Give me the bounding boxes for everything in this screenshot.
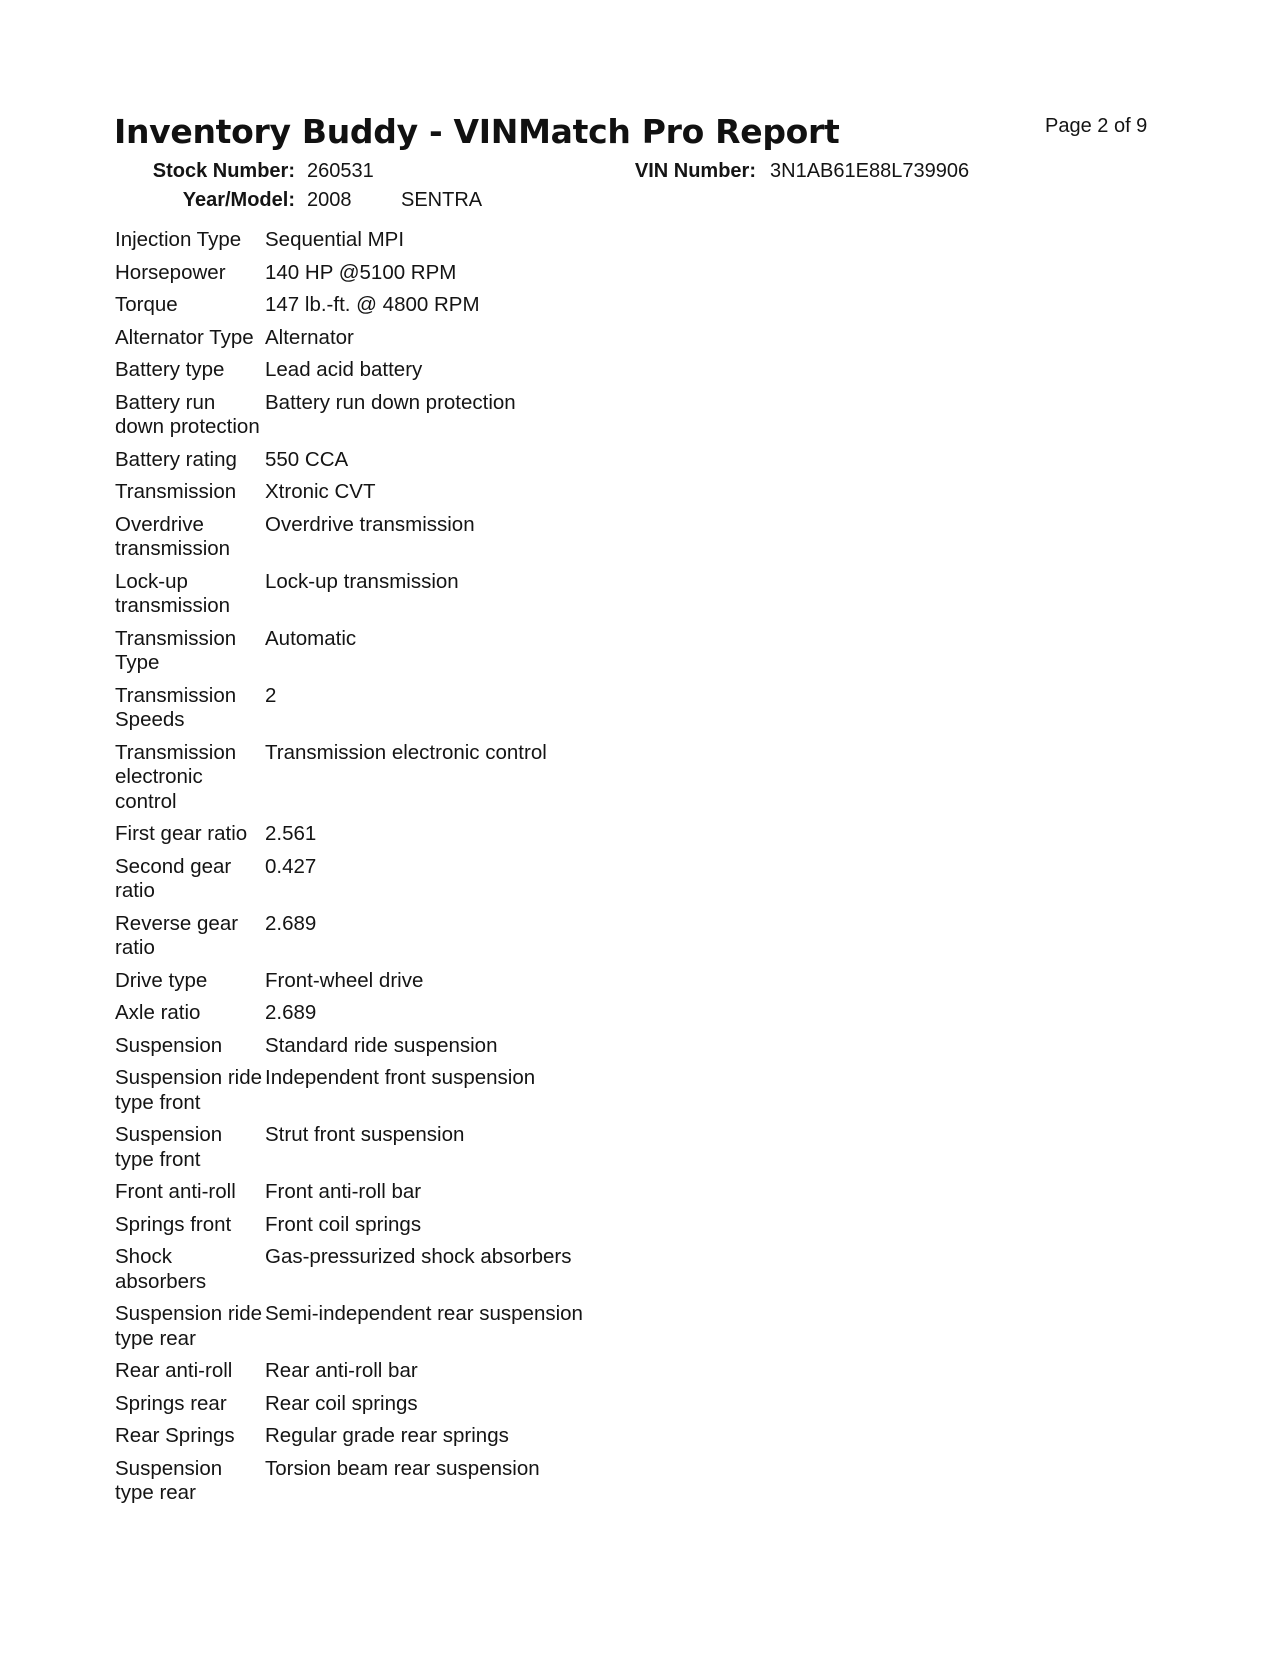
spec-value: Independent front suspension	[265, 1066, 536, 1089]
spec-label: Front anti-roll	[115, 1180, 236, 1203]
stock-number-value: 260531	[307, 160, 374, 182]
spec-value: Xtronic CVT	[265, 480, 376, 503]
spec-value: Rear anti-roll bar	[265, 1359, 418, 1382]
spec-row	[115, 293, 635, 326]
spec-row	[115, 448, 635, 481]
spec-label: Transmission Speeds	[115, 683, 237, 731]
spec-value: 2.561	[265, 822, 317, 845]
spec-row	[115, 1034, 635, 1067]
year-value: 2008	[307, 189, 352, 211]
spec-label: Shock absorbers	[115, 1245, 207, 1293]
spec-row	[115, 1180, 635, 1213]
spec-label: Rear anti-roll	[115, 1359, 233, 1382]
spec-label: Overdrive transmission	[115, 512, 231, 560]
specifications-rows	[115, 228, 635, 1514]
spec-row	[115, 627, 635, 684]
spec-value: 0.427	[265, 854, 317, 878]
spec-row	[115, 570, 635, 627]
specifications-table	[115, 228, 635, 1514]
spec-label: Battery rating	[115, 447, 237, 471]
spec-value: Rear coil springs	[265, 1391, 418, 1415]
spec-label: Alternator Type	[115, 325, 254, 349]
spec-value: Torsion beam rear suspension	[265, 1456, 540, 1480]
spec-label: Axle ratio	[115, 1001, 201, 1024]
vin-number-label: VIN Number:	[634, 160, 756, 182]
spec-label: Suspension ride type rear	[115, 1302, 263, 1350]
spec-value: Transmission electronic control	[265, 740, 547, 764]
spec-value: Front-wheel drive	[265, 968, 424, 992]
spec-label: First gear ratio	[115, 822, 248, 845]
spec-label: Springs front	[115, 1212, 232, 1236]
spec-row	[115, 855, 635, 912]
spec-row	[115, 513, 635, 570]
spec-value: Standard ride suspension	[265, 1033, 498, 1057]
spec-value: Lead acid battery	[265, 358, 423, 381]
spec-label: Springs rear	[115, 1391, 227, 1415]
spec-label: Lock-up transmission	[115, 569, 231, 617]
spec-value: Overdrive transmission	[265, 512, 475, 536]
spec-value: 550 CCA	[265, 447, 349, 471]
vin-number-value: 3N1AB61E88L739906	[770, 160, 970, 182]
spec-row	[115, 261, 635, 294]
spec-value: Front coil springs	[265, 1212, 422, 1236]
spec-row	[115, 684, 635, 741]
spec-label: Suspension	[115, 1033, 223, 1057]
spec-value: 2.689	[265, 911, 317, 935]
report-title: Inventory Buddy - VINMatch Pro Report	[114, 112, 840, 151]
spec-row	[115, 912, 635, 969]
spec-row	[115, 1457, 635, 1514]
spec-row	[115, 741, 635, 823]
spec-value: Strut front suspension	[265, 1123, 465, 1146]
spec-row	[115, 969, 635, 1002]
spec-label: Transmission Type	[115, 626, 237, 674]
spec-row	[115, 1245, 635, 1302]
spec-label: Battery run down protection	[115, 390, 260, 438]
stock-number-label: Stock Number:	[152, 160, 295, 182]
spec-value: Front anti-roll bar	[265, 1180, 422, 1203]
spec-value: Semi-independent rear suspension	[265, 1302, 583, 1325]
year-model-label: Year/Model:	[182, 189, 295, 211]
spec-label: Suspension type rear	[115, 1456, 223, 1504]
spec-value: Regular grade rear springs	[265, 1424, 509, 1447]
spec-label: Battery type	[115, 358, 225, 381]
spec-label: Torque	[115, 293, 178, 316]
spec-row	[115, 1302, 635, 1359]
spec-row	[115, 1066, 635, 1123]
spec-row	[115, 1213, 635, 1246]
spec-value: Gas-pressurized shock absorbers	[265, 1245, 572, 1268]
spec-row	[115, 1359, 635, 1392]
spec-label: Reverse gear ratio	[115, 911, 239, 959]
spec-value: 147 lb.-ft. @ 4800 RPM	[265, 293, 480, 316]
spec-label: Transmission	[115, 480, 237, 503]
spec-value: Sequential MPI	[265, 228, 405, 251]
spec-label: Transmission electronic control	[115, 740, 237, 813]
spec-label: Rear Springs	[115, 1424, 235, 1447]
spec-row	[115, 1001, 635, 1034]
spec-row	[115, 1392, 635, 1425]
spec-row	[115, 1424, 635, 1457]
spec-row	[115, 391, 635, 448]
spec-label: Injection Type	[115, 228, 242, 251]
spec-label: Horsepower	[115, 260, 226, 284]
spec-value: 2	[265, 683, 277, 707]
spec-value: Automatic	[265, 626, 357, 650]
spec-label: Second gear ratio	[115, 854, 232, 902]
spec-label: Drive type	[115, 968, 208, 992]
spec-value: Alternator	[265, 325, 354, 349]
spec-label: Suspension ride type front	[115, 1066, 263, 1114]
spec-row	[115, 228, 635, 261]
spec-row	[115, 358, 635, 391]
spec-row	[115, 326, 635, 359]
spec-row	[115, 1123, 635, 1180]
spec-value: Lock-up transmission	[265, 569, 459, 593]
spec-row	[115, 822, 635, 855]
spec-value: Battery run down protection	[265, 390, 516, 414]
page-number: Page 2 of 9	[1045, 115, 1148, 137]
spec-row	[115, 480, 635, 513]
spec-value: 140 HP @5100 RPM	[265, 260, 457, 284]
model-value: SENTRA	[401, 189, 483, 211]
spec-value: 2.689	[265, 1001, 317, 1024]
spec-label: Suspension type front	[115, 1123, 223, 1171]
